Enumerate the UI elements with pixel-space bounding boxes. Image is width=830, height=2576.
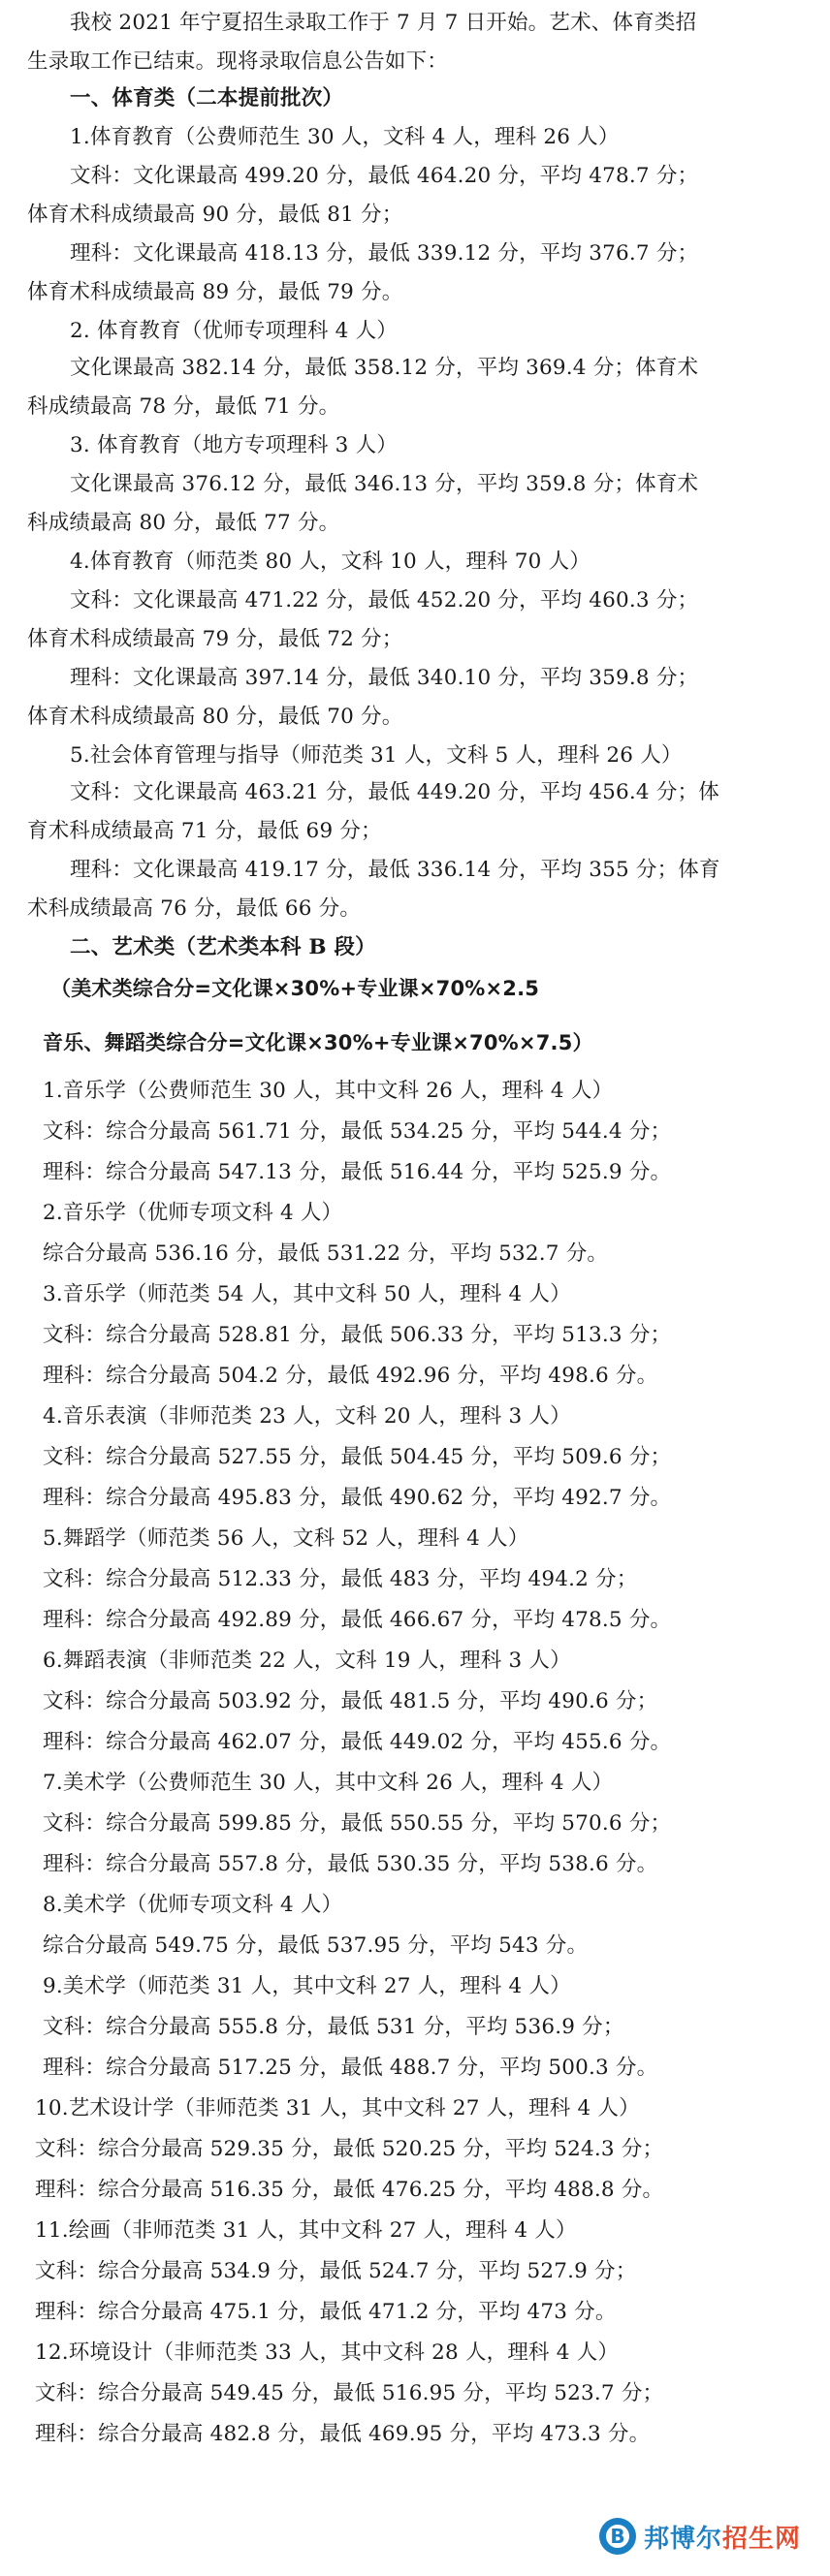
score-line: 科成绩最高 78 分，最低 71 分。 <box>27 394 340 419</box>
score-line: 理科：文化课最高 419.17 分，最低 336.14 分，平均 355 分；体育 <box>70 858 720 882</box>
score-line: 文科：综合分最高 549.45 分，最低 516.95 分，平均 523.7 分； <box>35 2381 664 2405</box>
section-heading-sports: 一、体育类（二本提前批次） <box>70 86 344 110</box>
score-line: 文化课最高 376.12 分，最低 346.13 分，平均 359.8 分；体育术 <box>70 472 699 496</box>
score-line: 理科：综合分最高 462.07 分，最低 449.02 分，平均 455.6 分。 <box>43 1730 672 1754</box>
score-line: 理科：文化课最高 418.13 分，最低 339.12 分，平均 376.7 分； <box>70 241 699 266</box>
score-line: 文科：综合分最高 555.8 分，最低 531 分，平均 536.9 分； <box>43 2015 624 2039</box>
score-line: 文科：文化课最高 499.20 分，最低 464.20 分，平均 478.7 分； <box>70 164 699 188</box>
item-heading: 1.音乐学（公费师范生 30 人，其中文科 26 人，理科 4 人） <box>43 1079 614 1103</box>
item-heading: 6.舞蹈表演（非师范类 22 人，文科 19 人，理科 3 人） <box>43 1649 571 1673</box>
score-line: 科成绩最高 80 分，最低 77 分。 <box>27 511 340 535</box>
score-line: 文科：综合分最高 529.35 分，最低 520.25 分，平均 524.3 分； <box>35 2137 664 2161</box>
score-line: 文科：综合分最高 503.92 分，最低 481.5 分，平均 490.6 分； <box>43 1689 658 1713</box>
item-heading: 12.环境设计（非师范类 33 人，其中文科 28 人，理科 4 人） <box>35 2340 620 2365</box>
score-line: 文科：综合分最高 527.55 分，最低 504.45 分，平均 509.6 分； <box>43 1445 672 1469</box>
score-line: 文科：文化课最高 463.21 分，最低 449.20 分，平均 456.4 分；体 <box>70 780 719 804</box>
score-line: 体育术科成绩最高 90 分，最低 81 分； <box>27 203 403 227</box>
item-heading: 5.社会体育管理与指导（师范类 31 人，文科 5 人，理科 26 人） <box>70 743 683 768</box>
score-line: 文科：综合分最高 599.85 分，最低 550.55 分，平均 570.6 分； <box>43 1811 672 1836</box>
item-heading: 4.体育教育（师范类 80 人，文科 10 人，理科 70 人） <box>70 550 591 574</box>
formula-line-art: （美术类综合分=文化课×30%+专业课×70%×2.5 <box>50 977 540 1000</box>
section-heading-arts: 二、艺术类（艺术类本科 B 段） <box>70 935 376 959</box>
intro-line-1: 我校 2021 年宁夏招生录取工作于 7 月 7 日开始。艺术、体育类招 <box>70 11 697 35</box>
score-line: 理科：综合分最高 504.2 分，最低 492.96 分，平均 498.6 分。 <box>43 1364 658 1388</box>
score-line: 术科成绩最高 76 分，最低 66 分。 <box>27 896 362 921</box>
score-line: 体育术科成绩最高 79 分，最低 72 分； <box>27 627 403 651</box>
score-line: 理科：综合分最高 482.8 分，最低 469.95 分，平均 473.3 分。 <box>35 2422 651 2446</box>
score-line: 综合分最高 536.16 分，最低 531.22 分，平均 532.7 分。 <box>43 1241 609 1266</box>
score-line: 文科：综合分最高 561.71 分，最低 534.25 分，平均 544.4 分； <box>43 1119 672 1144</box>
score-line: 理科：文化课最高 397.14 分，最低 340.10 分，平均 359.8 分； <box>70 666 699 690</box>
formula-line-music: 音乐、舞蹈类综合分=文化课×30%+专业课×70%×7.5） <box>43 1031 593 1054</box>
score-line: 理科：综合分最高 517.25 分，最低 488.7 分，平均 500.3 分。 <box>43 2056 658 2080</box>
item-heading: 2.音乐学（优师专项文科 4 人） <box>43 1201 343 1225</box>
score-line: 理科：综合分最高 475.1 分，最低 471.2 分，平均 473 分。 <box>35 2300 617 2324</box>
item-heading: 4.音乐表演（非师范类 23 人，文科 20 人，理科 3 人） <box>43 1404 571 1429</box>
item-heading: 3. 体育教育（地方专项理科 3 人） <box>70 433 398 457</box>
site-watermark-logo <box>599 2518 801 2555</box>
score-line: 体育术科成绩最高 89 分，最低 79 分。 <box>27 280 403 304</box>
item-heading: 5.舞蹈学（师范类 56 人，文科 52 人，理科 4 人） <box>43 1526 529 1551</box>
score-line: 文科：综合分最高 534.9 分，最低 524.7 分，平均 527.9 分； <box>35 2259 637 2283</box>
item-heading: 11.绘画（非师范类 31 人，其中文科 27 人，理科 4 人） <box>35 2218 577 2243</box>
item-heading: 2. 体育教育（优师专项理科 4 人） <box>70 319 398 343</box>
score-line: 理科：综合分最高 495.83 分，最低 490.62 分，平均 492.7 分。 <box>43 1486 672 1510</box>
score-line: 文化课最高 382.14 分，最低 358.12 分，平均 369.4 分；体育术 <box>70 356 699 380</box>
score-line: 综合分最高 549.75 分，最低 537.95 分，平均 543 分。 <box>43 1933 589 1958</box>
score-line: 理科：综合分最高 557.8 分，最低 530.35 分，平均 538.6 分。 <box>43 1852 658 1876</box>
score-line: 文科：综合分最高 528.81 分，最低 506.33 分，平均 513.3 分； <box>43 1323 672 1347</box>
item-heading: 1.体育教育（公费师范生 30 人，文科 4 人，理科 26 人） <box>70 125 620 149</box>
score-line: 文科：综合分最高 512.33 分，最低 483 分，平均 494.2 分； <box>43 1567 638 1591</box>
item-heading: 9.美术学（师范类 31 人，其中文科 27 人，理科 4 人） <box>43 1974 571 1998</box>
score-line: 理科：综合分最高 516.35 分，最低 476.25 分，平均 488.8 分。 <box>35 2178 664 2202</box>
brand-logo-icon <box>599 2518 636 2555</box>
score-line: 体育术科成绩最高 80 分，最低 70 分。 <box>27 705 403 729</box>
item-heading: 3.音乐学（师范类 54 人，其中文科 50 人，理科 4 人） <box>43 1282 571 1306</box>
score-line: 育术科成绩最高 71 分，最低 69 分； <box>27 819 382 843</box>
score-line: 文科：文化课最高 471.22 分，最低 452.20 分，平均 460.3 分； <box>70 588 699 613</box>
item-heading: 7.美术学（公费师范生 30 人，其中文科 26 人，理科 4 人） <box>43 1771 614 1795</box>
score-line: 理科：综合分最高 547.13 分，最低 516.44 分，平均 525.9 分。 <box>43 1160 672 1184</box>
brand-logo-text: 邦博尔招生网 <box>643 2524 801 2554</box>
item-heading: 10.艺术设计学（非师范类 31 人，其中文科 27 人，理科 4 人） <box>35 2096 640 2120</box>
intro-line-2: 生录取工作已结束。现将录取信息公告如下： <box>27 49 449 74</box>
item-heading: 8.美术学（优师专项文科 4 人） <box>43 1893 343 1917</box>
score-line: 理科：综合分最高 492.89 分，最低 466.67 分，平均 478.5 分。 <box>43 1608 672 1632</box>
